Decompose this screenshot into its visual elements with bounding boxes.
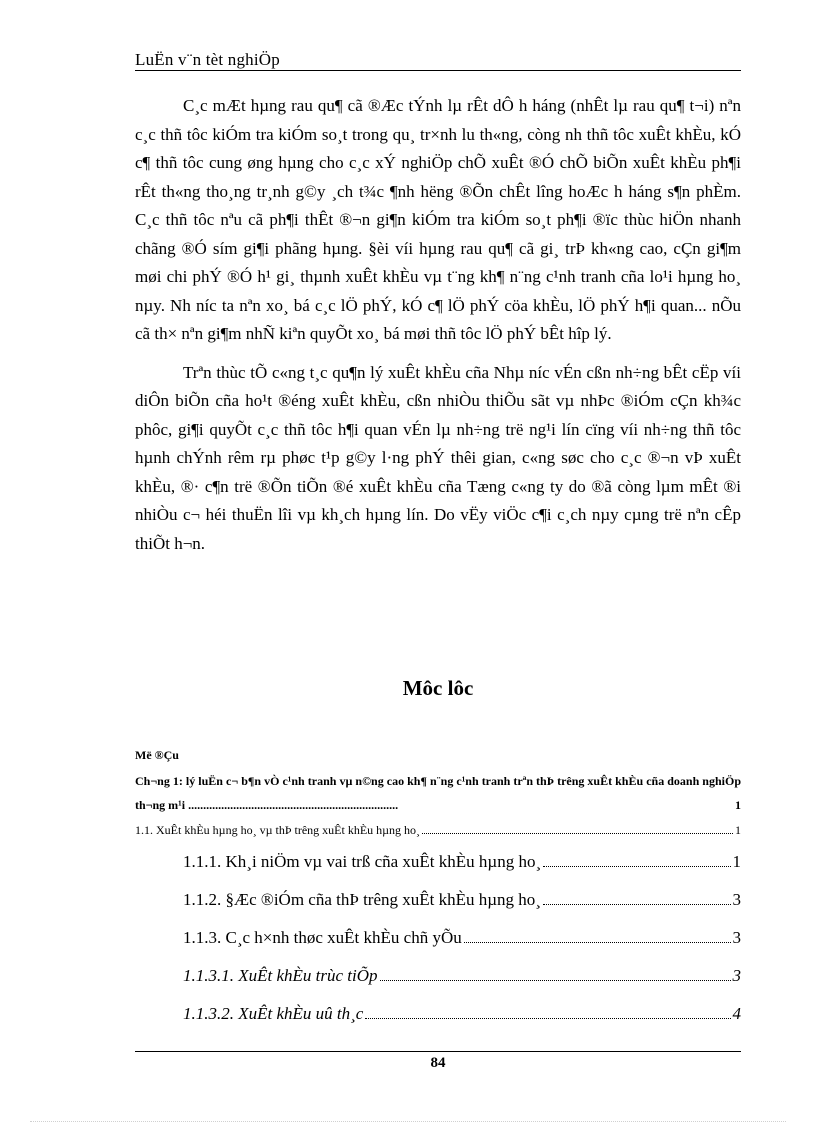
toc-entry-label: 1.1.3. C¸c h×nh thøc xuÊt khÈu chñ yÕu xyxy=(183,928,462,947)
toc-entry xyxy=(135,928,741,948)
body-paragraph-2: Trªn thùc tÕ c«ng t¸c qu¶n lý xuÊt khÈu cña Nhµ níc vÉn cßn nh÷ng bÊt cËp víi diÔn biÕn cña ho¹t ®éng xuÊt khÈu, cßn nhiÒu thiÕu sãt vµ nhÞc ®iÓm cÇn kh¾c phôc, gi¶i quyÕt c¸c thñ tôc h¶i quan vÉn lµ nh÷ng trë ng¹i lín cïng víi nh÷ng thñ tôc hµnh chÝnh rêm rµ phøc t¹p g©y l·ng phÝ thêi gian, c«ng søc cho c¸c ®¬n vÞ xuÊt khÈu, ®· c¶n trë ®Õn tiÕn ®é xuÊt khÈu cña Tæng c«ng ty do ®ã còng lµm mÊt ®i nhiÒu c¬ héi thuËn lîi vµ kh¸ch hµng lín. Do vËy viÖc c¶i c¸ch nµy cµng trë nªn cÊp thiÕt h¬n. xyxy=(135,362,741,553)
footer-rule xyxy=(135,1051,741,1052)
toc-chapter-entry xyxy=(135,769,741,817)
toc-entry-page: 3 xyxy=(732,928,741,947)
toc-leader xyxy=(422,823,733,834)
toc-entry-label: 1.1.3.1. XuÊt khÈu trùc tiÕp xyxy=(183,966,378,985)
toc-entry-label: 1.1.2. §Æc ®iÓm cña thÞ trêng xuÊt khÈu hµng ho¸ xyxy=(183,890,541,909)
toc-entry xyxy=(135,890,741,910)
toc-heading: Môc lôc xyxy=(402,676,474,700)
header-rule xyxy=(135,70,741,71)
table-of-contents xyxy=(135,748,741,1042)
toc-leader xyxy=(543,852,730,867)
toc-entry-page: 4 xyxy=(732,1004,741,1023)
toc-entry xyxy=(135,852,741,872)
toc-entry-label: 1.1.3.2. XuÊt khÈu uû th¸c xyxy=(183,1004,364,1023)
page-number: 84 xyxy=(430,1055,446,1071)
toc-entry xyxy=(135,966,741,986)
toc-entry-page: 3 xyxy=(732,890,741,909)
page-bottom-border xyxy=(30,1121,786,1122)
toc-chapter-label: Ch¬ng 1: lý luËn c¬ b¶n vÒ c¹nh tranh vµ n©ng cao kh¶ n¨ng c¹nh tranh trªn thÞ trêng xuÊt khÈu cña doanh nghiÖp th¬ng m¹i xyxy=(135,774,741,812)
body-text xyxy=(135,92,741,568)
toc-chapter-dots: ...................................................................... xyxy=(188,798,399,812)
toc-entry-label: 1.1. XuÊt khÈu hµng ho¸ vµ thÞ trêng xuÊt khÈu hµng ho¸ xyxy=(135,823,421,837)
toc-leader xyxy=(380,966,731,981)
toc-chapter-page: 1 xyxy=(735,798,741,812)
toc-leader xyxy=(464,928,731,943)
toc-opening: Më ®Çu xyxy=(135,748,179,762)
toc-entry-label: 1.1.1. Kh¸i niÖm vµ vai trß cña xuÊt khÈu hµng ho¸ xyxy=(183,852,542,871)
toc-entry-page: 1 xyxy=(735,823,741,837)
toc-entry xyxy=(135,1004,741,1024)
toc-leader xyxy=(365,1004,730,1019)
toc-leader xyxy=(543,890,731,905)
running-header: LuËn v¨n tèt nghiÖp xyxy=(135,50,280,69)
body-paragraph-1: C¸c mÆt hµng rau qu¶ cã ®Æc tÝnh lµ rÊt dÔ h háng (nhÊt lµ rau qu¶ t¬i) nªn c¸c thñ tôc kiÓm tra kiÓm so¸t trong qu¸ tr×nh lu th«ng, còng nh thñ tôc xuÊt khÈu, kÓ c¶ thñ tôc cung øng hµng cho c¸c xÝ nghiÖp chÕ xuÊt ®Ó chÕ biÕn xuÊt khÈu ph¶i rÊt th«ng tho¸ng tr¸nh g©y ¸ch t¾c ¶nh hëng ®Õn chÊt lîng hoÆc h háng s¶n phÈm. C¸c thñ tôc nªu cã ph¶i thÊt ®¬n gi¶n kiÓm tra kiÓm so¸t ph¶i ®ïc thùc hiÖn nhanh chãng ®Ó sím gi¶i phãng hµng. §èi víi hµng rau qu¶ cã gi¸ trÞ kh«ng cao, cÇn gi¶m møi chi phÝ ®Ó h¹ gi¸ thµnh xuÊt khÈu vµ t¨ng kh¶ n¨ng c¹nh tranh cña lo¹i hµng ho¸ nµy. Nh níc ta nªn xo¸ bá c¸c lÖ phÝ, kÓ c¶ lÖ phÝ cöa khÈu, lÖ phÝ h¶i quan... nÕu cã th× nªn gi¶m nhÑ kiªn quyÕt xo¸ bá møi thñ tôc lÖ phÝ bÊt hîp lý. xyxy=(135,96,741,343)
toc-entry-page: 1 xyxy=(732,852,741,871)
toc-entry-page: 3 xyxy=(732,966,741,985)
toc-entry xyxy=(135,823,741,838)
